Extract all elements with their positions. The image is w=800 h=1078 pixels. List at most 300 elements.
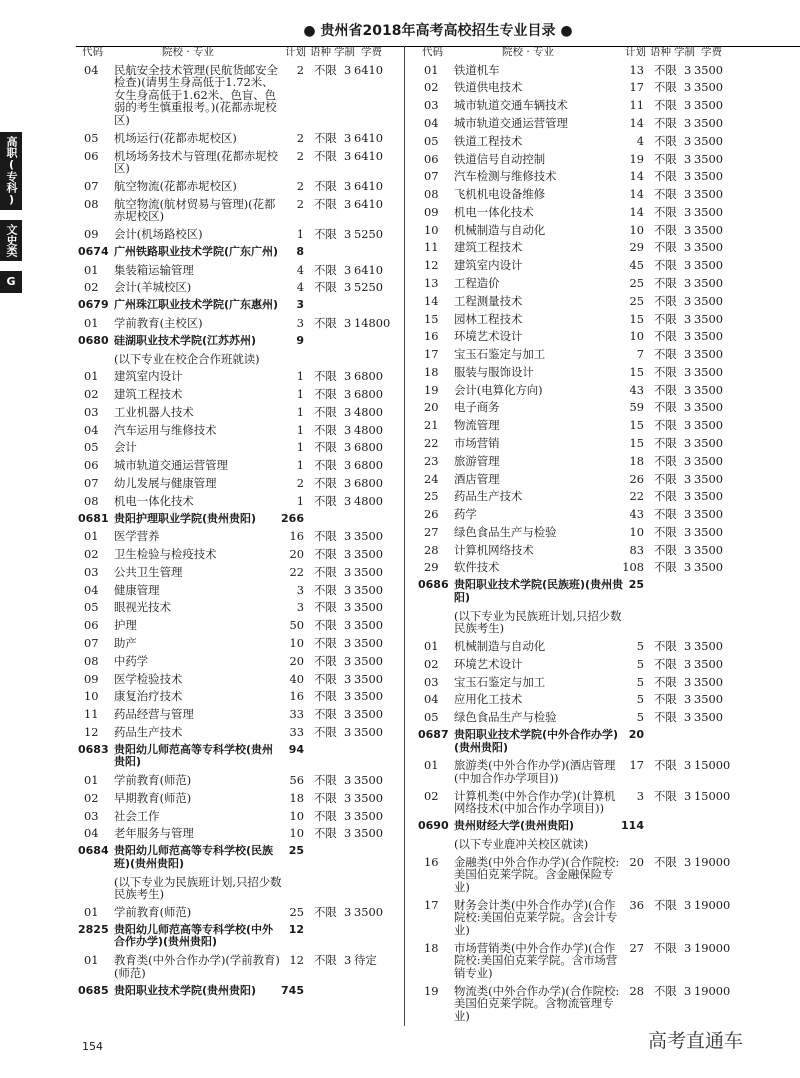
cell-name: 卫生检验与检疫技术 bbox=[114, 547, 217, 562]
cell-code: 02 bbox=[84, 547, 99, 562]
cell-lang: 不限 bbox=[314, 790, 337, 805]
major-row bbox=[418, 508, 730, 521]
cell-name: 工程测量技术 bbox=[454, 293, 523, 308]
cell-name: 物流管理 bbox=[454, 418, 500, 433]
cell-code: 05 bbox=[84, 440, 99, 455]
major-row bbox=[418, 81, 730, 94]
cell-code: 14 bbox=[424, 293, 439, 308]
cell-fee: 3500 bbox=[694, 169, 723, 184]
cell-lang: 不限 bbox=[654, 240, 677, 255]
major-row bbox=[78, 655, 388, 668]
cell-name: 市场营销 bbox=[454, 436, 500, 450]
cell-code: 15 bbox=[424, 311, 439, 326]
cell-plan: 1 bbox=[296, 404, 304, 419]
cell-code: 28 bbox=[424, 542, 439, 557]
major-row bbox=[418, 170, 730, 183]
cell-plan: 2 bbox=[296, 62, 304, 77]
cell-years: 3 bbox=[684, 788, 692, 803]
major-row bbox=[418, 99, 730, 112]
cell-name: 贵阳职业技术学院(民族班)(贵州贵阳) bbox=[454, 578, 624, 604]
cell-plan: 745 bbox=[281, 983, 304, 997]
cell-plan: 25 bbox=[289, 904, 304, 919]
cell-fee: 3500 bbox=[354, 547, 383, 562]
cell-code: 0687 bbox=[418, 727, 449, 741]
cell-lang: 不限 bbox=[654, 854, 677, 869]
major-row bbox=[78, 810, 388, 823]
cell-code: 01 bbox=[424, 639, 439, 653]
watermark: 高考直通车 bbox=[648, 1030, 744, 1052]
cell-lang: 不限 bbox=[654, 418, 677, 433]
header-name: 院校 · 专业 bbox=[162, 46, 215, 58]
cell-lang: 不限 bbox=[314, 689, 337, 704]
cell-plan: 3 bbox=[636, 788, 644, 803]
major-row bbox=[78, 424, 388, 437]
cell-years: 3 bbox=[344, 547, 352, 562]
cell-plan: 10 bbox=[629, 524, 644, 539]
cell-years: 3 bbox=[684, 382, 692, 397]
cell-name: 计算机网络技术 bbox=[454, 542, 534, 557]
cell-fee: 3500 bbox=[694, 471, 723, 486]
cell-name: 城市轨道交通运营管理 bbox=[114, 458, 228, 473]
cell-code: 16 bbox=[424, 329, 439, 344]
cell-fee: 3500 bbox=[354, 653, 383, 668]
major-row bbox=[418, 640, 730, 653]
cell-years: 3 bbox=[684, 560, 692, 575]
cell-code: 05 bbox=[424, 133, 439, 148]
cell-name: 城市轨道交通车辆技术 bbox=[454, 98, 568, 113]
cell-code: 01 bbox=[84, 953, 99, 968]
cell-name: 铁道供电技术 bbox=[454, 80, 523, 95]
cell-years: 3 bbox=[684, 62, 692, 77]
cell-plan: 18 bbox=[289, 790, 304, 805]
major-row bbox=[418, 490, 730, 503]
cell-years: 3 bbox=[344, 130, 352, 145]
cell-fee: 待定 bbox=[354, 953, 377, 968]
cell-lang: 不限 bbox=[314, 493, 337, 508]
cell-lang: 不限 bbox=[654, 133, 677, 148]
cell-code: 13 bbox=[424, 275, 439, 290]
page-header bbox=[76, 20, 800, 42]
cell-name: 机械制造与自动化 bbox=[454, 222, 546, 237]
cell-years: 3 bbox=[344, 564, 352, 579]
cell-years: 3 bbox=[684, 115, 692, 130]
page-number: 154 bbox=[82, 1040, 103, 1053]
cell-lang: 不限 bbox=[654, 382, 677, 397]
cell-name: 建筑工程技术 bbox=[114, 387, 183, 402]
cell-code: 19 bbox=[424, 983, 439, 998]
cell-years: 3 bbox=[344, 227, 352, 242]
cell-code: 07 bbox=[84, 476, 99, 490]
cell-name: 药品生产技术 bbox=[114, 724, 183, 739]
cell-fee: 3500 bbox=[354, 724, 383, 739]
cell-lang: 不限 bbox=[314, 148, 337, 163]
cell-plan: 25 bbox=[288, 844, 304, 858]
major-row bbox=[418, 759, 730, 784]
cell-years: 3 bbox=[344, 178, 352, 193]
major-row bbox=[78, 548, 388, 561]
cell-code: 08 bbox=[424, 187, 439, 202]
cell-name: 中药学 bbox=[114, 653, 149, 668]
cell-fee: 6800 bbox=[354, 476, 383, 490]
cell-plan: 4 bbox=[296, 280, 304, 295]
school-row bbox=[78, 513, 388, 526]
cell-code: 01 bbox=[424, 758, 439, 773]
cell-years: 3 bbox=[344, 689, 352, 704]
cell-code: 23 bbox=[424, 453, 439, 468]
cell-plan: 36 bbox=[629, 897, 644, 912]
major-row bbox=[418, 693, 730, 706]
cell-plan: 10 bbox=[629, 329, 644, 344]
cell-fee: 3500 bbox=[354, 636, 383, 651]
cell-lang: 不限 bbox=[314, 618, 337, 633]
cell-plan: 4 bbox=[296, 262, 304, 277]
cell-plan: 15 bbox=[629, 418, 644, 433]
cell-plan: 17 bbox=[629, 80, 644, 95]
school-row bbox=[78, 744, 388, 769]
major-row bbox=[78, 726, 388, 739]
cell-years: 3 bbox=[684, 311, 692, 326]
right-column bbox=[418, 46, 730, 1027]
major-row bbox=[78, 584, 388, 597]
cell-fee: 3500 bbox=[694, 115, 723, 130]
cell-plan: 266 bbox=[281, 511, 304, 525]
major-row bbox=[78, 228, 388, 241]
cell-code: 0684 bbox=[78, 844, 109, 858]
cell-plan: 5 bbox=[636, 639, 644, 653]
cell-name: 铁道工程技术 bbox=[454, 133, 523, 148]
major-row bbox=[78, 954, 388, 979]
cell-plan: 2 bbox=[296, 148, 304, 163]
major-row bbox=[418, 790, 730, 815]
major-row bbox=[418, 711, 730, 724]
cell-years: 3 bbox=[684, 204, 692, 219]
cell-lang: 不限 bbox=[654, 204, 677, 219]
cell-plan: 5 bbox=[636, 656, 644, 671]
cell-lang: 不限 bbox=[314, 130, 337, 145]
cell-code: 01 bbox=[84, 904, 99, 919]
cell-lang: 不限 bbox=[654, 347, 677, 362]
cell-name: 眼视光技术 bbox=[114, 600, 171, 615]
cell-years: 3 bbox=[684, 98, 692, 113]
cell-plan: 17 bbox=[629, 758, 644, 773]
school-row bbox=[78, 335, 388, 348]
cell-code: 03 bbox=[84, 564, 99, 579]
cell-code: 01 bbox=[84, 315, 99, 330]
cell-years: 3 bbox=[344, 493, 352, 508]
cell-plan: 56 bbox=[289, 773, 304, 788]
school-row bbox=[78, 246, 388, 259]
cell-lang: 不限 bbox=[314, 422, 337, 437]
cell-code: 02 bbox=[84, 790, 99, 805]
cell-code: 0690 bbox=[418, 819, 449, 833]
cell-code: 04 bbox=[84, 62, 99, 77]
cell-plan: 25 bbox=[628, 578, 644, 592]
cell-code: 17 bbox=[424, 347, 439, 362]
cell-code: 04 bbox=[84, 826, 99, 841]
major-row bbox=[418, 419, 730, 432]
cell-plan: 14 bbox=[629, 204, 644, 219]
cell-name: 绿色食品生产与检验 bbox=[454, 710, 557, 725]
major-row bbox=[78, 792, 388, 805]
cell-lang: 不限 bbox=[654, 940, 677, 955]
major-row bbox=[78, 673, 388, 686]
major-row bbox=[78, 315, 391, 330]
cell-lang: 不限 bbox=[654, 187, 677, 202]
cell-years: 3 bbox=[684, 187, 692, 202]
cell-lang: 不限 bbox=[314, 529, 337, 544]
cell-code: 01 bbox=[84, 529, 99, 544]
cell-code: 04 bbox=[84, 422, 99, 437]
cell-fee: 19000 bbox=[694, 940, 731, 955]
cell-lang: 不限 bbox=[654, 542, 677, 557]
cell-plan: 20 bbox=[628, 727, 644, 741]
cell-lang: 不限 bbox=[314, 458, 337, 473]
major-row bbox=[418, 437, 730, 450]
cell-lang: 不限 bbox=[654, 507, 677, 522]
cell-fee: 4800 bbox=[354, 404, 383, 419]
cell-years: 3 bbox=[684, 656, 692, 671]
cell-fee: 3500 bbox=[694, 542, 723, 557]
cell-code: 02 bbox=[84, 387, 99, 402]
major-row bbox=[78, 264, 388, 277]
cell-plan: 50 bbox=[289, 618, 304, 633]
cell-name: 广州珠江职业技术学院(广东惠州) bbox=[114, 298, 279, 312]
cell-plan: 3 bbox=[296, 600, 304, 615]
cell-years: 3 bbox=[684, 293, 692, 308]
major-row bbox=[78, 827, 388, 840]
cell-code: 02 bbox=[424, 80, 439, 95]
cell-years: 3 bbox=[344, 653, 352, 668]
cell-fee: 15000 bbox=[694, 788, 731, 803]
cell-name: 药学 bbox=[454, 507, 477, 522]
cell-code: 25 bbox=[424, 489, 439, 504]
cell-code: 0683 bbox=[78, 742, 109, 756]
cell-years: 3 bbox=[684, 240, 692, 255]
cell-years: 3 bbox=[684, 453, 692, 468]
cell-name: 财务会计类(中外合作办学)(合作院校:美国伯克莱学院。含会计专业) bbox=[454, 897, 618, 937]
header-code: 代码 bbox=[422, 46, 443, 58]
cell-years: 3 bbox=[684, 347, 692, 362]
left-column bbox=[78, 46, 391, 1002]
cell-plan: 15 bbox=[629, 311, 644, 326]
cell-code: 06 bbox=[84, 148, 99, 163]
cell-lang: 不限 bbox=[654, 80, 677, 95]
major-row bbox=[418, 153, 730, 166]
cell-name: 环境艺术设计 bbox=[454, 329, 523, 344]
cell-years: 3 bbox=[344, 904, 352, 919]
cell-name: 绿色食品生产与检验 bbox=[454, 524, 557, 539]
cell-plan: 25 bbox=[629, 275, 644, 290]
cell-code: 12 bbox=[84, 724, 99, 739]
cell-name: 会计(羊城校区) bbox=[114, 280, 192, 295]
cell-years: 3 bbox=[684, 151, 692, 166]
cell-lang: 不限 bbox=[654, 62, 677, 77]
cell-code: 10 bbox=[84, 689, 99, 704]
cell-fee: 3500 bbox=[694, 311, 723, 326]
cell-plan: 14 bbox=[629, 187, 644, 202]
cell-plan: 8 bbox=[296, 244, 304, 258]
major-row bbox=[78, 406, 388, 419]
cell-fee: 3500 bbox=[694, 400, 723, 415]
cell-plan: 40 bbox=[289, 671, 304, 686]
cell-years: 3 bbox=[344, 458, 352, 473]
major-row bbox=[78, 150, 388, 175]
cell-name: 助产 bbox=[114, 636, 137, 651]
cell-fee: 19000 bbox=[694, 983, 731, 998]
school-row bbox=[78, 985, 388, 998]
cell-code: 09 bbox=[84, 671, 99, 686]
cell-code: 03 bbox=[424, 98, 439, 113]
cell-fee: 6800 bbox=[354, 369, 383, 384]
cell-lang: 不限 bbox=[314, 387, 337, 402]
cell-name: 医学营养 bbox=[114, 529, 160, 544]
cell-lang: 不限 bbox=[654, 524, 677, 539]
major-row bbox=[418, 295, 730, 308]
major-row bbox=[418, 942, 730, 980]
major-row bbox=[418, 277, 730, 290]
major-row bbox=[78, 637, 388, 650]
cell-years: 3 bbox=[344, 707, 352, 722]
cell-plan: 59 bbox=[629, 400, 644, 415]
cell-lang: 不限 bbox=[654, 983, 677, 998]
cell-plan: 43 bbox=[629, 507, 644, 522]
header-fee: 学费 bbox=[361, 46, 382, 58]
cell-name: 贵阳幼儿师范高等专科学校(民族班)(贵州贵阳) bbox=[114, 844, 274, 870]
cell-fee: 3500 bbox=[694, 98, 723, 113]
cell-plan: 16 bbox=[289, 529, 304, 544]
cell-fee: 3500 bbox=[354, 671, 383, 686]
cell-name: 宝玉石鉴定与加工 bbox=[454, 347, 546, 362]
cell-lang: 不限 bbox=[654, 115, 677, 130]
cell-fee: 3500 bbox=[354, 529, 383, 544]
cell-plan: 2 bbox=[296, 476, 304, 490]
major-row bbox=[418, 676, 730, 689]
cell-years: 3 bbox=[344, 636, 352, 651]
cell-plan: 33 bbox=[289, 724, 304, 739]
cell-name: 航空物流(花都赤坭校区) bbox=[114, 178, 237, 193]
cell-code: 08 bbox=[84, 493, 99, 508]
cell-name: 药品生产技术 bbox=[454, 489, 523, 504]
major-row bbox=[418, 348, 730, 361]
cell-plan: 3 bbox=[296, 298, 304, 312]
cell-lang: 不限 bbox=[314, 280, 337, 295]
major-row bbox=[78, 64, 388, 127]
major-row bbox=[418, 241, 730, 254]
cell-code: 19 bbox=[424, 382, 439, 397]
cell-plan: 5 bbox=[636, 674, 644, 689]
cell-name: 城市轨道交通运营管理 bbox=[454, 115, 568, 130]
cell-plan: 12 bbox=[288, 922, 304, 936]
cell-name: 医学检验技术 bbox=[114, 671, 183, 686]
cell-name: 工程造价 bbox=[454, 275, 500, 290]
cell-fee: 3500 bbox=[354, 564, 383, 579]
major-row bbox=[418, 366, 730, 379]
cell-plan: 14 bbox=[629, 115, 644, 130]
cell-lang: 不限 bbox=[654, 222, 677, 237]
cell-lang: 不限 bbox=[314, 476, 337, 490]
cell-years: 3 bbox=[684, 542, 692, 557]
cell-name: 建筑室内设计 bbox=[454, 258, 523, 273]
cell-code: 0681 bbox=[78, 511, 109, 525]
cell-code: 0674 bbox=[78, 244, 109, 258]
cell-name: 铁道机车 bbox=[454, 62, 500, 77]
cell-code: 16 bbox=[424, 854, 439, 869]
major-row bbox=[418, 224, 730, 237]
school-row bbox=[78, 924, 388, 949]
cell-plan: 43 bbox=[629, 382, 644, 397]
cell-code: 20 bbox=[424, 400, 439, 415]
cell-plan: 10 bbox=[289, 808, 304, 823]
cell-fee: 3500 bbox=[694, 204, 723, 219]
note-row bbox=[418, 838, 730, 851]
side-tab-letter: G bbox=[0, 271, 22, 293]
cell-plan: 94 bbox=[288, 742, 304, 756]
header-lang: 语种 bbox=[310, 46, 331, 58]
cell-lang: 不限 bbox=[654, 788, 677, 803]
header-name: 院校 · 专业 bbox=[502, 46, 555, 58]
cell-plan: 12 bbox=[289, 953, 304, 968]
school-row bbox=[418, 820, 730, 833]
header-plan: 计划 bbox=[625, 46, 646, 58]
cell-code: 06 bbox=[84, 618, 99, 633]
cell-years: 3 bbox=[344, 440, 352, 455]
column-header bbox=[78, 46, 388, 59]
cell-years: 3 bbox=[684, 639, 692, 653]
cell-name: 学前教育(师范) bbox=[114, 904, 192, 919]
cell-fee: 6410 bbox=[354, 130, 383, 145]
cell-fee: 3500 bbox=[354, 582, 383, 597]
column-divider bbox=[404, 46, 405, 1026]
cell-years: 3 bbox=[344, 62, 352, 77]
cell-years: 3 bbox=[684, 275, 692, 290]
header-fee: 学费 bbox=[701, 46, 722, 58]
cell-lang: 不限 bbox=[314, 826, 337, 841]
cell-fee: 15000 bbox=[694, 758, 731, 773]
cell-fee: 3500 bbox=[694, 151, 723, 166]
cell-lang: 不限 bbox=[314, 582, 337, 597]
cell-fee: 3500 bbox=[354, 689, 383, 704]
cell-code: 0686 bbox=[418, 578, 449, 592]
note-row bbox=[78, 353, 388, 366]
cell-name: 汽车运用与维修技术 bbox=[114, 422, 217, 437]
side-tab-level: 高职(专科) bbox=[0, 132, 22, 210]
cell-fee: 3500 bbox=[694, 222, 723, 237]
cell-years: 3 bbox=[684, 80, 692, 95]
major-row bbox=[78, 708, 388, 721]
cell-name: (以下专业鹿冲关校区就读) bbox=[454, 836, 589, 851]
cell-lang: 不限 bbox=[314, 62, 337, 77]
cell-code: 05 bbox=[424, 710, 439, 725]
cell-name: (以下专业为民族班计划,只招少数民族考生) bbox=[454, 608, 622, 636]
cell-lang: 不限 bbox=[654, 710, 677, 725]
cell-fee: 3500 bbox=[694, 453, 723, 468]
cell-name: 贵阳护理职业学院(贵州贵阳) bbox=[114, 511, 257, 525]
cell-code: 04 bbox=[424, 115, 439, 130]
cell-name: 飞机机电设备维修 bbox=[454, 187, 546, 202]
cell-fee: 3500 bbox=[694, 524, 723, 539]
cell-name: 会计(电算化方向) bbox=[454, 382, 543, 397]
cell-code: 04 bbox=[424, 692, 439, 707]
cell-name: 社会工作 bbox=[114, 808, 160, 823]
cell-fee: 3500 bbox=[694, 418, 723, 433]
cell-plan: 10 bbox=[629, 222, 644, 237]
cell-years: 3 bbox=[344, 262, 352, 277]
cell-code: 11 bbox=[84, 707, 99, 722]
cell-name: (以下专业为民族班计划,只招少数民族考生) bbox=[114, 874, 282, 902]
cell-code: 21 bbox=[424, 418, 439, 433]
cell-name: 服装与服饰设计 bbox=[454, 364, 534, 379]
cell-code: 0680 bbox=[78, 333, 109, 347]
